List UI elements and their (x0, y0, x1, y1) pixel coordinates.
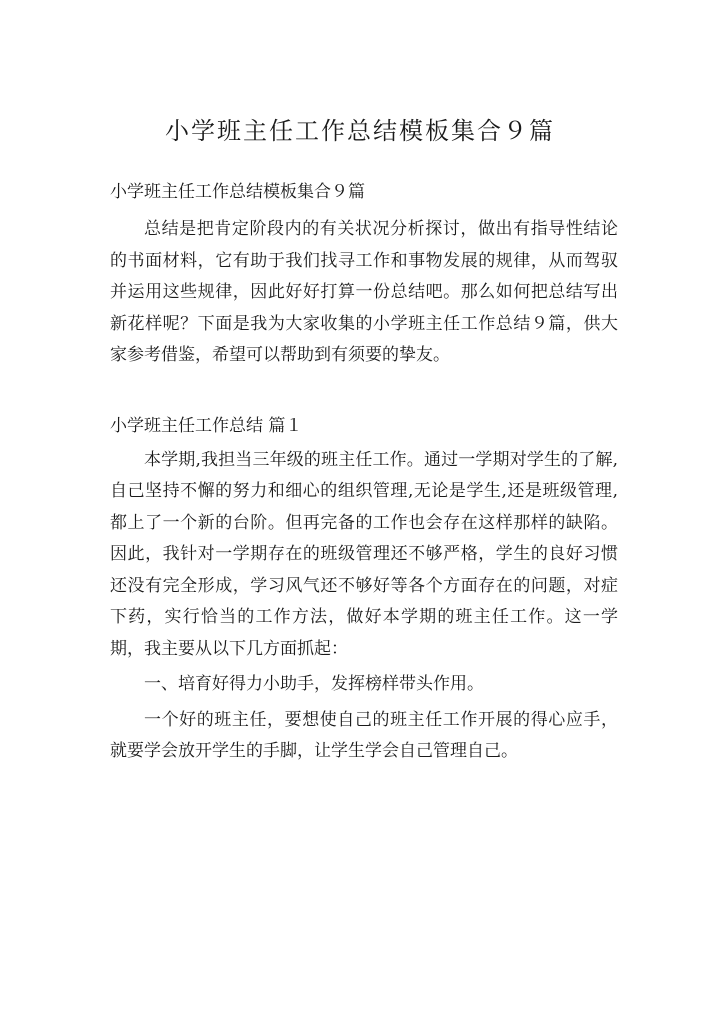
section-paragraph-2: 一个好的班主任，要想使自己的班主任工作开展的得心应手，就要学会放开学生的手脚，让学生学会自己管理自己。 (110, 709, 618, 761)
document-subtitle: 小学班主任工作总结模板集合９篇 (110, 182, 365, 202)
document-body (110, 180, 618, 768)
section-paragraph-1: 本学期,我担当三年级的班主任工作。通过一学期对学生的了解,自己坚持不懈的努力和细心的组织管理,无论是学生,还是班级管理,都上了一个新的台阶。但再完备的工作也会存在这样那样的缺陷。因此，我针对一学期存在的班级管理还不够严格，学生的良好习惯还没有完全形成，学习风气还不够好等各个方面存在的问题，对症下药，实行恰当的工作方法，做好本学期的班主任工作。这一学期，我主要从以下几方面抓起： (110, 449, 618, 659)
intro-paragraph: 总结是把肯定阶段内的有关状况分析探讨，做出有指导性结论的书面材料，它有助于我们找寻工作和事物发展的规律，从而驾驭并运用这些规律，因此好好打算一份总结吧。那么如何把总结写出新花样呢？下面是我为大家收集的小学班主任工作总结９篇，供大家参考借鉴，希望可以帮助到有须要的挚友。 (110, 219, 618, 365)
document-title: 小学班主任工作总结模板集合９篇 (165, 117, 555, 145)
section-list-item-1: 一、培育好得力小助手，发挥榜样带头作用。 (144, 674, 484, 694)
section-heading: 小学班主任工作总结 篇１ (110, 415, 303, 436)
